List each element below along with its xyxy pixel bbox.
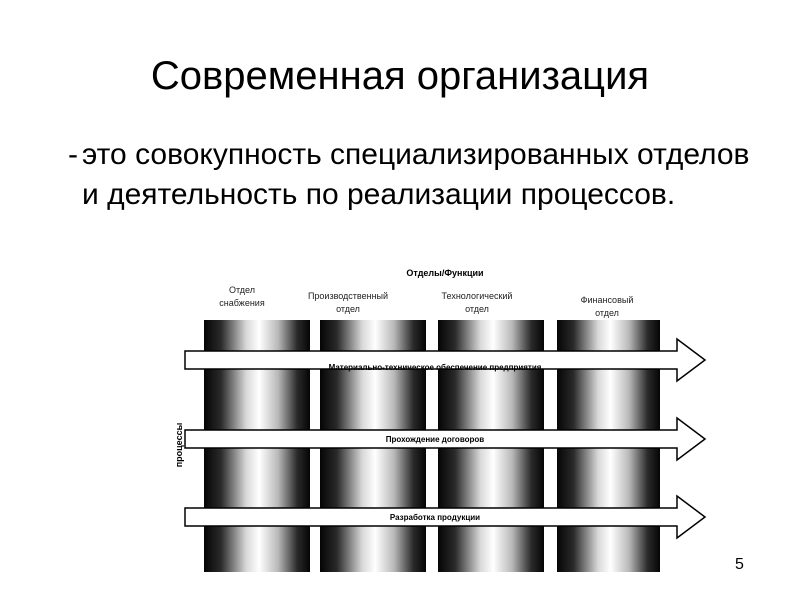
column-label-finance bbox=[552, 294, 662, 320]
process-label-2: Прохождение договоров bbox=[385, 435, 485, 444]
slide-title: Современная организация bbox=[150, 54, 650, 98]
processes-axis-label: процессы bbox=[174, 422, 184, 468]
column-label-production-line2: отдел bbox=[336, 304, 360, 314]
column-label-technology-line1: Технологический bbox=[441, 291, 513, 301]
matrix-diagram bbox=[174, 268, 710, 578]
slide-description: это совокупность специализированных отделов и деятельность по реализации процессов. bbox=[82, 138, 750, 211]
column-label-production bbox=[293, 290, 403, 316]
column-label-production-line1: Производственный bbox=[307, 291, 389, 301]
diagram-heading: Отделы/Функции bbox=[406, 268, 484, 278]
description-dash: - bbox=[68, 138, 78, 171]
column-label-finance-line1: Финансовый bbox=[580, 295, 634, 305]
column-label-technology-line2: отдел bbox=[465, 304, 489, 314]
column-label-finance-line2: отдел bbox=[595, 308, 619, 318]
process-label-3: Разработка продукции bbox=[389, 513, 481, 522]
column-label-technology bbox=[422, 290, 532, 316]
page-number: 5 bbox=[735, 556, 744, 573]
process-label-1: Материально-техническое обеспечение предприятия bbox=[328, 363, 542, 372]
column-label-supply-line2: снабжения bbox=[219, 298, 265, 308]
column-label-supply bbox=[187, 284, 297, 310]
process-arrow-1 bbox=[185, 338, 707, 382]
column-label-supply-line1: Отдел bbox=[228, 285, 256, 295]
